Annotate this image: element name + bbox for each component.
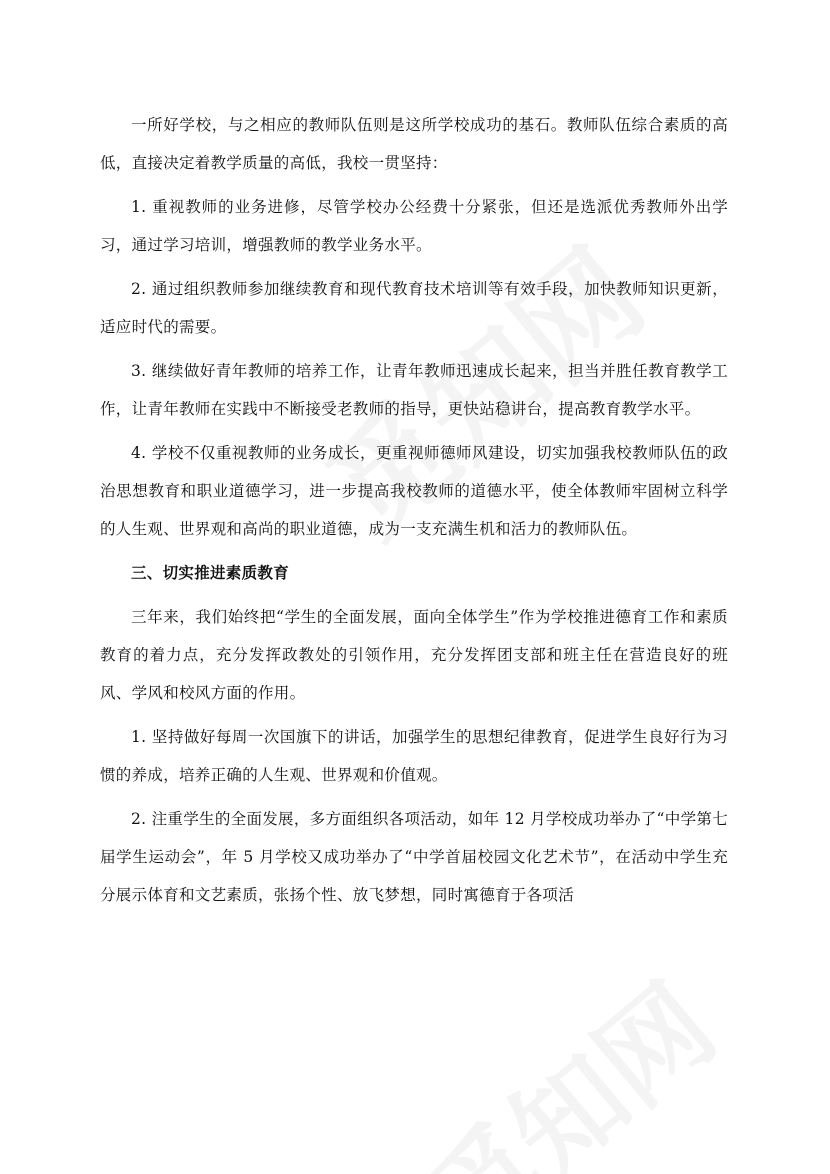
paragraph-section-item-1: 1. 坚持做好每周一次国旗下的讲话，加强学生的思想纪律教育，促进学生良好行为习惯的养成，培养正确的人生观、世界观和价值观。 (100, 728, 728, 784)
paragraph-item-4: 4. 学校不仅重视教师的业务成长，更重视师德师风建设，切实加强我校教师队伍的政治思想教育和职业道德学习，进一步提高我校教师的道德水平，使全体教师牢固树立科学的人生观、世界观和高尚的职业道德，成为一支充满生机和活力的教师队伍。 (100, 444, 728, 538)
section-heading: 三、切实推进素质教育 (131, 563, 290, 582)
paragraph-section-item-2: 2. 注重学生的全面发展，多方面组织各项活动，如年 12 月学校成功举办了“中学第七届学生运动会”，年 5 月学校又成功举办了“中学首届校园文化艺术节”，在活动中学生充分展示体育和文艺素质，张扬个性、放飞梦想，同时寓德育于各项活 (100, 810, 728, 904)
paragraph-section-intro: 三年来，我们始终把“学生的全面发展，面向全体学生”作为学校推进德育工作和素质教育的着力点，充分发挥政教处的引领作用，充分发挥团支部和班主任在营造良好的班风、学风和校风方面的作用。 (100, 608, 728, 702)
paragraph-intro: 一所好学校，与之相应的教师队伍则是这所学校成功的基石。教师队伍综合素质的高低，直接决定着教学质量的高低，我校一贯坚持： (100, 116, 728, 172)
paragraph-item-1: 1. 重视教师的业务进修，尽管学校办公经费十分紧张，但还是选派优秀教师外出学习，通过学习培训，增强教师的教学业务水平。 (100, 198, 728, 254)
watermark-logo-bottom (388, 942, 742, 1174)
document-body (100, 106, 728, 920)
paragraph-item-2: 2. 通过组织教师参加继续教育和现代教育技术培训等有效手段，加快教师知识更新，适应时代的需要。 (100, 280, 728, 336)
paragraph-item-3: 3. 继续做好青年教师的培养工作，让青年教师迅速成长起来，担当并胜任教育教学工作，让青年教师在实践中不断接受老教师的指导，更快站稳讲台，提高教育教学水平。 (100, 362, 728, 418)
